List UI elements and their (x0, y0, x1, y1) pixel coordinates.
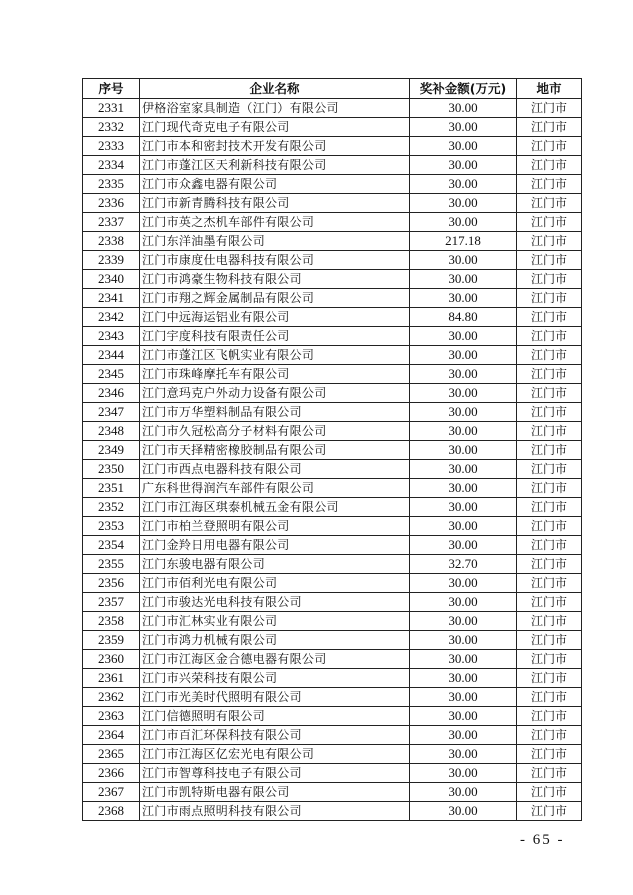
row-amount: 30.00 (410, 669, 517, 688)
row-company-name: 江门意玛克户外动力设备有限公司 (140, 384, 410, 403)
row-city: 江门市 (517, 384, 582, 403)
row-company-name: 江门市凯特斯电器有限公司 (140, 783, 410, 802)
row-company-name: 江门市江海区亿宏光电有限公司 (140, 745, 410, 764)
row-amount: 30.00 (410, 384, 517, 403)
table-row (83, 574, 582, 593)
row-company-name: 江门市珠峰摩托车有限公司 (140, 365, 410, 384)
row-company-name: 江门市汇林实业有限公司 (140, 612, 410, 631)
row-serial: 2334 (83, 156, 140, 175)
row-serial: 2361 (83, 669, 140, 688)
row-serial: 2335 (83, 175, 140, 194)
row-company-name: 江门市柏兰登照明有限公司 (140, 517, 410, 536)
table-row (83, 650, 582, 669)
row-city: 江门市 (517, 726, 582, 745)
row-serial: 2343 (83, 327, 140, 346)
row-company-name: 江门市万华塑料制品有限公司 (140, 403, 410, 422)
row-serial: 2367 (83, 783, 140, 802)
row-city: 江门市 (517, 745, 582, 764)
row-company-name: 江门金羚日用电器有限公司 (140, 536, 410, 555)
table-row (83, 783, 582, 802)
table-row (83, 612, 582, 631)
row-company-name: 伊格浴室家具制造（江门）有限公司 (140, 99, 410, 118)
row-amount: 30.00 (410, 593, 517, 612)
row-serial: 2331 (83, 99, 140, 118)
row-company-name: 江门市康度仕电器科技有限公司 (140, 251, 410, 270)
row-city: 江门市 (517, 688, 582, 707)
row-city: 江门市 (517, 574, 582, 593)
row-amount: 30.00 (410, 517, 517, 536)
page-number: - 65 - (520, 832, 565, 848)
row-city: 江门市 (517, 327, 582, 346)
row-city: 江门市 (517, 175, 582, 194)
row-serial: 2339 (83, 251, 140, 270)
table-row (83, 327, 582, 346)
row-amount: 217.18 (410, 232, 517, 251)
row-company-name: 江门市骏达光电科技有限公司 (140, 593, 410, 612)
row-amount: 30.00 (410, 802, 517, 821)
row-city: 江门市 (517, 403, 582, 422)
row-serial: 2364 (83, 726, 140, 745)
row-serial: 2356 (83, 574, 140, 593)
table-row (83, 707, 582, 726)
row-city: 江门市 (517, 308, 582, 327)
table-row (83, 669, 582, 688)
row-company-name: 江门市翔之辉金属制品有限公司 (140, 289, 410, 308)
table-row (83, 422, 582, 441)
row-city: 江门市 (517, 631, 582, 650)
row-serial: 2351 (83, 479, 140, 498)
table-row (83, 118, 582, 137)
row-serial: 2353 (83, 517, 140, 536)
row-amount: 30.00 (410, 783, 517, 802)
row-city: 江门市 (517, 783, 582, 802)
row-company-name: 江门市兴荣科技有限公司 (140, 669, 410, 688)
row-city: 江门市 (517, 156, 582, 175)
table-row (83, 498, 582, 517)
row-serial: 2355 (83, 555, 140, 574)
row-company-name: 江门市天择精密橡胶制品有限公司 (140, 441, 410, 460)
row-city: 江门市 (517, 764, 582, 783)
row-amount: 32.70 (410, 555, 517, 574)
table-row (83, 270, 582, 289)
row-city: 江门市 (517, 422, 582, 441)
row-city: 江门市 (517, 194, 582, 213)
row-amount: 30.00 (410, 612, 517, 631)
row-serial: 2368 (83, 802, 140, 821)
row-company-name: 江门市雨点照明科技有限公司 (140, 802, 410, 821)
row-company-name: 江门信德照明有限公司 (140, 707, 410, 726)
row-city: 江门市 (517, 441, 582, 460)
row-amount: 30.00 (410, 251, 517, 270)
row-amount: 30.00 (410, 650, 517, 669)
row-serial: 2366 (83, 764, 140, 783)
row-amount: 30.00 (410, 460, 517, 479)
table-row (83, 593, 582, 612)
table-row (83, 232, 582, 251)
row-company-name: 江门市蓬江区飞帆实业有限公司 (140, 346, 410, 365)
row-serial: 2332 (83, 118, 140, 137)
table-row (83, 688, 582, 707)
row-serial: 2363 (83, 707, 140, 726)
row-company-name: 江门市佰利光电有限公司 (140, 574, 410, 593)
row-city: 江门市 (517, 289, 582, 308)
row-serial: 2360 (83, 650, 140, 669)
row-amount: 30.00 (410, 99, 517, 118)
table-row (83, 403, 582, 422)
table-row (83, 802, 582, 821)
row-amount: 30.00 (410, 726, 517, 745)
row-serial: 2344 (83, 346, 140, 365)
row-serial: 2338 (83, 232, 140, 251)
table-header (83, 79, 582, 99)
row-company-name: 江门市久冠松高分子材料有限公司 (140, 422, 410, 441)
row-amount: 30.00 (410, 194, 517, 213)
row-amount: 30.00 (410, 498, 517, 517)
header-serial: 序号 (83, 79, 140, 99)
row-amount: 84.80 (410, 308, 517, 327)
table-row (83, 308, 582, 327)
table-row (83, 289, 582, 308)
row-amount: 30.00 (410, 137, 517, 156)
table-row (83, 460, 582, 479)
row-city: 江门市 (517, 251, 582, 270)
row-city: 江门市 (517, 270, 582, 289)
row-city: 江门市 (517, 118, 582, 137)
row-amount: 30.00 (410, 574, 517, 593)
row-serial: 2362 (83, 688, 140, 707)
row-company-name: 江门市鸿豪生物科技有限公司 (140, 270, 410, 289)
row-serial: 2350 (83, 460, 140, 479)
row-serial: 2336 (83, 194, 140, 213)
row-serial: 2346 (83, 384, 140, 403)
row-company-name: 江门现代奇克电子有限公司 (140, 118, 410, 137)
row-amount: 30.00 (410, 213, 517, 232)
row-amount: 30.00 (410, 745, 517, 764)
row-amount: 30.00 (410, 441, 517, 460)
row-amount: 30.00 (410, 118, 517, 137)
header-city: 地市 (517, 79, 582, 99)
row-amount: 30.00 (410, 764, 517, 783)
row-amount: 30.00 (410, 175, 517, 194)
row-amount: 30.00 (410, 327, 517, 346)
row-amount: 30.00 (410, 536, 517, 555)
row-serial: 2349 (83, 441, 140, 460)
row-company-name: 江门中远海运铝业有限公司 (140, 308, 410, 327)
row-city: 江门市 (517, 479, 582, 498)
row-company-name: 江门市智尊科技电子有限公司 (140, 764, 410, 783)
row-serial: 2345 (83, 365, 140, 384)
row-company-name: 江门市鸿力机械有限公司 (140, 631, 410, 650)
header-amount: 奖补金额(万元) (410, 79, 517, 99)
table-row (83, 726, 582, 745)
row-amount: 30.00 (410, 403, 517, 422)
row-city: 江门市 (517, 802, 582, 821)
row-amount: 30.00 (410, 270, 517, 289)
row-serial: 2354 (83, 536, 140, 555)
row-city: 江门市 (517, 536, 582, 555)
row-amount: 30.00 (410, 365, 517, 384)
table-row (83, 137, 582, 156)
table-row (83, 764, 582, 783)
row-company-name: 江门东洋油墨有限公司 (140, 232, 410, 251)
table-body (83, 99, 582, 821)
row-serial: 2337 (83, 213, 140, 232)
row-company-name: 江门市光美时代照明有限公司 (140, 688, 410, 707)
table-row (83, 194, 582, 213)
row-serial: 2359 (83, 631, 140, 650)
row-city: 江门市 (517, 555, 582, 574)
row-serial: 2348 (83, 422, 140, 441)
table-row (83, 745, 582, 764)
table-row (83, 213, 582, 232)
header-company-name: 企业名称 (140, 79, 410, 99)
row-company-name: 江门宇度科技有限责任公司 (140, 327, 410, 346)
row-city: 江门市 (517, 669, 582, 688)
table-row (83, 441, 582, 460)
row-city: 江门市 (517, 137, 582, 156)
row-city: 江门市 (517, 650, 582, 669)
row-company-name: 广东科世得润汽车部件有限公司 (140, 479, 410, 498)
row-city: 江门市 (517, 707, 582, 726)
table-row (83, 384, 582, 403)
row-amount: 30.00 (410, 346, 517, 365)
row-amount: 30.00 (410, 289, 517, 308)
row-city: 江门市 (517, 593, 582, 612)
header-row (83, 79, 582, 99)
row-amount: 30.00 (410, 707, 517, 726)
row-company-name: 江门市百汇环保科技有限公司 (140, 726, 410, 745)
subsidy-table (82, 78, 582, 821)
table-row (83, 99, 582, 118)
table-row (83, 251, 582, 270)
table-row (83, 365, 582, 384)
row-city: 江门市 (517, 517, 582, 536)
row-amount: 30.00 (410, 156, 517, 175)
row-company-name: 江门市蓬江区天利新科技有限公司 (140, 156, 410, 175)
row-serial: 2347 (83, 403, 140, 422)
row-city: 江门市 (517, 498, 582, 517)
row-city: 江门市 (517, 612, 582, 631)
row-city: 江门市 (517, 346, 582, 365)
table-row (83, 346, 582, 365)
table-row (83, 517, 582, 536)
row-company-name: 江门市本和密封技术开发有限公司 (140, 137, 410, 156)
row-company-name: 江门东骏电器有限公司 (140, 555, 410, 574)
row-city: 江门市 (517, 365, 582, 384)
row-serial: 2341 (83, 289, 140, 308)
table-row (83, 555, 582, 574)
row-serial: 2333 (83, 137, 140, 156)
row-company-name: 江门市新青腾科技有限公司 (140, 194, 410, 213)
row-amount: 30.00 (410, 422, 517, 441)
table-row (83, 479, 582, 498)
row-city: 江门市 (517, 213, 582, 232)
row-serial: 2365 (83, 745, 140, 764)
row-company-name: 江门市江海区琪泰机械五金有限公司 (140, 498, 410, 517)
row-city: 江门市 (517, 460, 582, 479)
row-serial: 2357 (83, 593, 140, 612)
row-serial: 2352 (83, 498, 140, 517)
row-company-name: 江门市西点电器科技有限公司 (140, 460, 410, 479)
row-serial: 2340 (83, 270, 140, 289)
table-row (83, 631, 582, 650)
row-serial: 2358 (83, 612, 140, 631)
row-company-name: 江门市英之杰机车部件有限公司 (140, 213, 410, 232)
table-row (83, 156, 582, 175)
row-city: 江门市 (517, 99, 582, 118)
row-city: 江门市 (517, 232, 582, 251)
row-amount: 30.00 (410, 688, 517, 707)
row-serial: 2342 (83, 308, 140, 327)
table-row (83, 175, 582, 194)
row-amount: 30.00 (410, 631, 517, 650)
row-amount: 30.00 (410, 479, 517, 498)
table-row (83, 536, 582, 555)
row-company-name: 江门市江海区金合德电器有限公司 (140, 650, 410, 669)
row-company-name: 江门市众鑫电器有限公司 (140, 175, 410, 194)
